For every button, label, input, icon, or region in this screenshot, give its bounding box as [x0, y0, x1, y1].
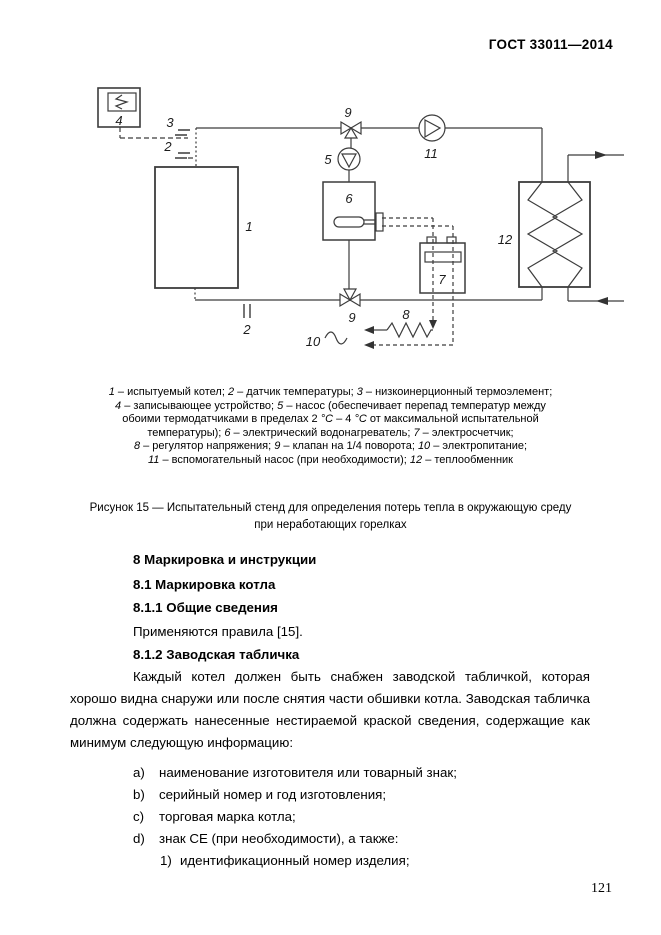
- list-item: [133, 806, 590, 828]
- label-regulator: 8: [402, 307, 410, 322]
- list-item-text: знак СЕ (при необходимости), а также:: [159, 831, 399, 846]
- list-item-text: торговая марка котла;: [159, 809, 296, 824]
- label-heater: 6: [345, 191, 353, 206]
- label-meter: 7: [438, 272, 446, 287]
- legend-line: температуры); 6 – электрический водонагреватель; 7 – электросчетчик;: [147, 426, 514, 439]
- page-number: 121: [591, 881, 612, 896]
- flow-arrows: [364, 151, 608, 349]
- figure-15-diagram: [0, 80, 661, 380]
- heater-icon: [323, 182, 383, 240]
- list-item: [133, 762, 590, 784]
- figure-caption-line-1: Рисунок 15 — Испытательный стенд для определения потерь тепла в окружающую среду: [89, 502, 572, 514]
- list-item-marker: 1): [160, 853, 172, 868]
- legend-line: 11 – вспомогательный насос (при необходимости); 12 – теплообменник: [148, 453, 513, 466]
- label-exchanger: 12: [497, 232, 513, 247]
- dotted-connectors: [195, 128, 196, 300]
- pump-5-icon: [338, 148, 360, 170]
- paragraph-8-1-1: Применяются правила [15].: [133, 624, 303, 639]
- aux-pump-icon: [419, 115, 445, 141]
- heading-8: 8 Маркировка и инструкции: [133, 552, 317, 567]
- body-content: [70, 549, 590, 872]
- label-pump: 5: [324, 152, 332, 167]
- paragraph-8-1-2: Каждый котел должен быть снабжен заводской табличкой, которая хорошо видна снаружи или после снятия части обшивки котла. Заводская табличка должна содержать нанесенные нестираемой краской сведения, содержащие как минимум следующую информацию:: [70, 669, 590, 750]
- list-item-text: наименование изготовителя или товарный знак;: [159, 765, 457, 780]
- pipe-lines: [195, 128, 624, 301]
- label-sensor-top: 2: [164, 139, 172, 154]
- label-thermoelement: 3: [166, 115, 174, 130]
- legend-line: 4 – записывающее устройство; 5 – насос (обеспечивает перепад температур между: [115, 399, 546, 412]
- figure-caption-line-2: при неработающих горелках: [254, 519, 407, 531]
- list-item: [133, 828, 590, 850]
- label-power: 10: [305, 334, 321, 349]
- legend-line: 1 – испытуемый котел; 2 – датчик температуры; 3 – низкоинерционный термоэлемент;: [108, 386, 553, 398]
- test-stand-schematic: [0, 80, 661, 380]
- label-valve-bottom: 9: [348, 310, 356, 325]
- valve-bottom-icon: [340, 289, 360, 306]
- figure-legend: [30, 386, 631, 468]
- heading-8-1: 8.1 Маркировка котла: [133, 577, 276, 592]
- list-item-marker: a): [133, 765, 145, 780]
- heading-8-1-2: 8.1.2 Заводская табличка: [133, 647, 300, 662]
- heading-8-1-1: 8.1.1 Общие сведения: [133, 600, 278, 615]
- list-item-marker: c): [133, 809, 145, 824]
- legend-line: 8 – регулятор напряжения; 9 – клапан на 1/4 поворота; 10 – электропитание;: [133, 440, 528, 453]
- list-item-text: серийный номер и год изготовления;: [159, 787, 387, 802]
- list-item-marker: d): [133, 831, 145, 846]
- label-valve-top: 9: [344, 105, 352, 120]
- list-item-marker: b): [133, 787, 145, 802]
- label-sensor-bottom: 2: [243, 322, 251, 337]
- boiler-outline: [155, 167, 238, 288]
- list-item-text: идентификационный номер изделия;: [180, 853, 410, 868]
- list-item: [133, 784, 590, 806]
- legend-line: обоими термодатчиками в пределах 2 °С – 4 °С от максимальной испытательной: [122, 413, 539, 426]
- regulator-icon: [374, 323, 433, 337]
- heat-exchanger-icon: [519, 182, 590, 287]
- label-aux-pump: 11: [424, 146, 438, 161]
- marking-list: [133, 762, 590, 872]
- valve-top-icon: [341, 122, 361, 138]
- power-sine-icon: [325, 332, 347, 344]
- standard-number: ГОСТ 33011—2014: [488, 37, 613, 52]
- label-recorder: 4: [115, 113, 123, 128]
- figure-caption: [30, 500, 631, 534]
- label-boiler: 1: [245, 219, 253, 234]
- list-item: [160, 850, 590, 872]
